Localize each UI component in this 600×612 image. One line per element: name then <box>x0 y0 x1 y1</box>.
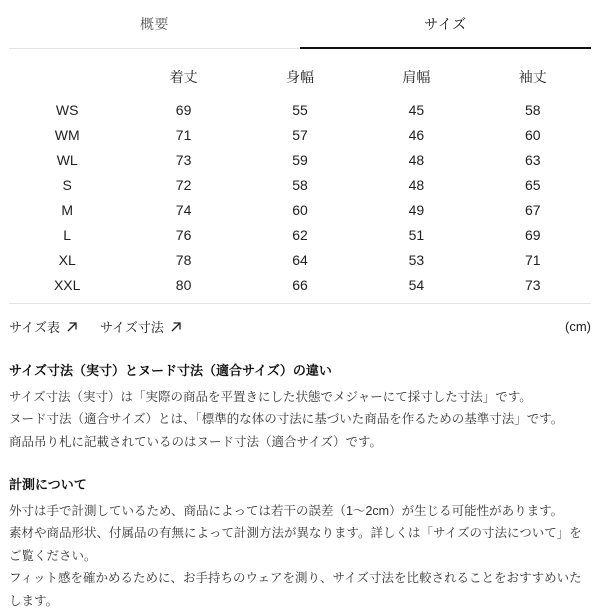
external-link-arrow-icon <box>170 321 182 333</box>
section-heading: 計測について <box>9 477 87 492</box>
size-value-cell: 73 <box>175 152 192 168</box>
section-paragraph: ヌード寸法（適合サイズ）とは、「標準的な体の寸法に基づいた商品を作るための基準寸法」です。 <box>9 412 564 426</box>
size-table-row <box>9 273 591 298</box>
section-paragraph: 商品吊り札に記載されているのはヌード寸法（適合サイズ）です。 <box>9 434 383 449</box>
size-value-cell: 59 <box>292 152 308 168</box>
section-paragraph: フィット感を確かめるために、お手持ちのウェアを測り、サイズ寸法を比較されることをおすすめいたします。 <box>9 571 582 608</box>
size-value-cell: 69 <box>175 102 192 118</box>
external-link-arrow-icon <box>66 321 78 333</box>
size-table-body <box>9 98 591 298</box>
size-table-row <box>9 248 591 273</box>
size-value-cell: 78 <box>175 252 192 268</box>
size-value-cell: 76 <box>175 227 192 243</box>
size-table-row <box>9 123 591 148</box>
size-table-header <box>9 51 591 98</box>
unit-label: (cm) <box>565 319 591 334</box>
size-dimensions-link-label: サイズ寸法 <box>99 320 164 335</box>
size-table-row <box>9 223 591 248</box>
size-row-label: WM <box>54 127 80 143</box>
tab-size-label: サイズ <box>424 16 467 32</box>
size-row-label: M <box>61 202 74 218</box>
tab-overview[interactable] <box>9 0 300 48</box>
section-paragraph: 素材や商品形状、付属品の有無によって計測方法が異なります。詳しくは「サイズの寸法について」をご覧ください。 <box>9 526 582 563</box>
size-row-label: XL <box>58 252 76 268</box>
size-table <box>9 51 591 298</box>
size-row-label: S <box>62 177 72 193</box>
section-paragraph: サイズ寸法（実寸）は「実際の商品を平置きにした状態でメジャーにて採寸した寸法」です。 <box>9 389 532 404</box>
size-value-cell: 80 <box>175 277 192 293</box>
size-table-row <box>9 173 591 198</box>
size-table-row <box>9 148 591 173</box>
size-value-cell: 65 <box>525 177 541 193</box>
size-value-cell: 60 <box>525 127 541 143</box>
size-value-cell: 67 <box>525 202 541 218</box>
size-value-cell: 51 <box>408 227 425 243</box>
size-value-cell: 55 <box>292 102 308 118</box>
column-header-sleeve-length: 袖丈 <box>518 69 547 85</box>
size-dimensions-link[interactable] <box>100 317 182 336</box>
size-table-row <box>9 198 591 223</box>
section-size-vs-nude <box>9 360 591 453</box>
section-paragraph: 外寸は手で計測しているため、商品によっては若干の誤差（1～2cm）が生じる可能性があります。 <box>9 503 564 518</box>
tab-bar <box>9 0 591 49</box>
size-value-cell: 60 <box>292 202 308 218</box>
size-value-cell: 64 <box>292 252 308 268</box>
section-measurement <box>9 474 591 612</box>
column-header-shoulder-width: 肩幅 <box>402 69 431 85</box>
size-value-cell: 48 <box>408 152 425 168</box>
size-value-cell: 71 <box>525 252 541 268</box>
section-heading: サイズ寸法（実寸）とヌード寸法（適合サイズ）の違い <box>9 363 332 378</box>
size-value-cell: 63 <box>525 152 541 168</box>
size-row-label: L <box>63 227 72 243</box>
size-table-corner <box>9 51 125 98</box>
links-row <box>9 304 591 336</box>
size-value-cell: 69 <box>525 227 541 243</box>
size-value-cell: 71 <box>175 127 192 143</box>
tab-overview-label: 概要 <box>140 16 169 32</box>
size-value-cell: 57 <box>292 127 308 143</box>
size-value-cell: 54 <box>408 277 425 293</box>
size-value-cell: 49 <box>408 202 425 218</box>
size-value-cell: 45 <box>408 102 425 118</box>
size-chart-link[interactable] <box>9 317 78 336</box>
size-value-cell: 46 <box>408 127 425 143</box>
size-value-cell: 58 <box>292 177 308 193</box>
column-header-body-width: 身幅 <box>285 69 314 85</box>
size-value-cell: 66 <box>292 277 308 293</box>
size-table-row <box>9 98 591 123</box>
size-row-label: XXL <box>53 277 81 293</box>
size-chart-link-label: サイズ表 <box>9 320 60 335</box>
size-value-cell: 53 <box>408 252 425 268</box>
size-value-cell: 74 <box>175 202 192 218</box>
size-value-cell: 48 <box>408 177 425 193</box>
size-row-label: WL <box>56 152 78 168</box>
size-row-label: WS <box>55 102 79 118</box>
column-header-length: 着丈 <box>169 69 198 85</box>
size-value-cell: 58 <box>525 102 541 118</box>
size-value-cell: 73 <box>525 277 541 293</box>
size-value-cell: 72 <box>175 177 192 193</box>
size-value-cell: 62 <box>292 227 308 243</box>
tab-size[interactable] <box>300 0 591 48</box>
